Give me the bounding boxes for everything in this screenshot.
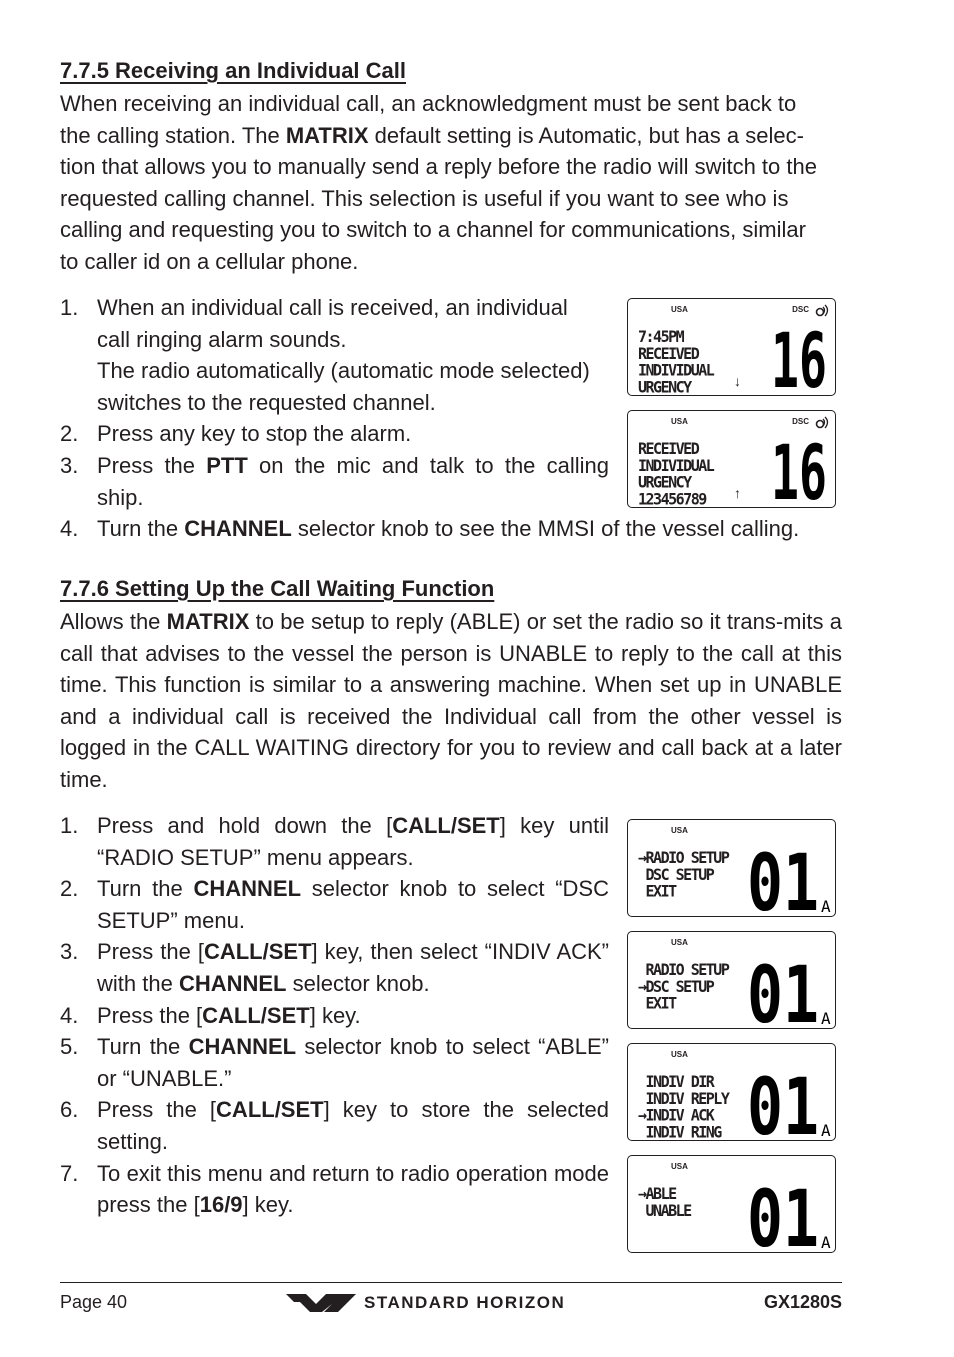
- lcd-text-lines: RADIO SETUP →DSC SETUP EXIT: [638, 959, 729, 1013]
- svg-text:01: 01: [747, 848, 819, 914]
- svg-text:16: 16: [771, 327, 827, 389]
- section-heading-receiving-individual-call: 7.7.5 Receiving an Individual Call: [60, 58, 407, 83]
- brand-logo: STANDARD HORIZON: [272, 1290, 565, 1316]
- list-item: 2. Press any key to stop the alarm.: [60, 421, 412, 447]
- svg-text:A: A: [821, 1233, 831, 1250]
- para-line: calling and requesting you to switch to a channel for communications, similar: [60, 217, 806, 243]
- page-number: Page 40: [60, 1292, 128, 1312]
- channel-number-display: [747, 1184, 831, 1250]
- call-waiting-steps-list: [60, 810, 609, 1221]
- channel-number-display: [747, 960, 831, 1026]
- list-item: 7. To exit this menu and return to radio operation mode press the [16/9] key.: [60, 1160, 609, 1218]
- channel-number-display: [747, 1072, 831, 1138]
- svg-text:A: A: [821, 1009, 831, 1026]
- section-intro-paragraph: [60, 88, 842, 278]
- list-item: 3. Press the [CALL/SET] key, then select “INDIV ACK” with the CHANNEL selector knob.: [60, 939, 610, 996]
- lcd-display-received-call: USA DSC 7:45PM RECEIVED INDIVIDUAL URGENCY ↓ 16: [627, 298, 836, 396]
- list-item: 1. Press and hold down the [CALL/SET] key until “RADIO SETUP” menu appears.: [60, 813, 609, 870]
- svg-text:16: 16: [771, 439, 827, 501]
- para-line: requested calling channel. This selection is useful if you want to see who is: [60, 185, 789, 211]
- para-line: When receiving an individual call, an acknowledgment must be sent back to: [60, 91, 797, 116]
- lcd-text-lines: →ABLE UNABLE: [638, 1183, 691, 1221]
- lcd-display-received-mmsi: USA DSC RECEIVED INDIVIDUAL URGENCY 123456789 ↑ 16: [627, 410, 836, 508]
- lcd-display-radio-setup: USA →RADIO SETUP DSC SETUP EXIT 01 A: [627, 819, 836, 917]
- para-line: tion that allows you to manually send a reply before the radio will switch to the: [60, 154, 817, 180]
- list-item: 5. Turn the CHANNEL selector knob to select “ABLE” or “UNABLE.”: [60, 1034, 609, 1091]
- list-item: 3. Press the PTT on the mic and talk to the calling ship.: [60, 452, 609, 510]
- list-item: 4. Press the [CALL/SET] key.: [60, 1002, 361, 1028]
- svg-text:A: A: [821, 897, 831, 914]
- list-item: 4. Turn the CHANNEL selector knob to see the MMSI of the vessel calling.: [60, 516, 800, 542]
- channel-number-display: [771, 439, 827, 501]
- model-number: GX1280S: [763, 1292, 842, 1312]
- dsc-bell-icon: [813, 415, 829, 431]
- svg-text:A: A: [821, 1121, 831, 1138]
- scroll-up-arrow-icon: ↑: [734, 485, 741, 501]
- section-heading-call-waiting: 7.7.6 Setting Up the Call Waiting Function: [60, 576, 495, 601]
- channel-number-display: [747, 848, 831, 914]
- footer-divider: [60, 1282, 842, 1283]
- svg-text:01: 01: [747, 960, 819, 1026]
- lcd-display-able-unable: USA →ABLE UNABLE 01 A: [627, 1155, 836, 1253]
- list-item: 6. Press the [CALL/SET] key to store the selected setting.: [60, 1097, 609, 1154]
- para-line: to caller id on a cellular phone.: [60, 248, 359, 274]
- list-item: 2. Turn the CHANNEL selector knob to select “DSC SETUP” menu.: [60, 876, 609, 933]
- svg-text:01: 01: [747, 1184, 819, 1250]
- channel-number-display: [771, 327, 827, 389]
- svg-text:01: 01: [747, 1072, 819, 1138]
- lcd-text-lines: 7:45PM RECEIVED INDIVIDUAL URGENCY: [638, 326, 714, 396]
- dsc-bell-icon: [813, 303, 829, 319]
- scroll-down-arrow-icon: ↓: [734, 373, 741, 389]
- para-line: the calling station. The MATRIX default setting is Automatic, but has a selec-: [60, 122, 804, 148]
- list-item: 1. When an individual call is received, an individual call ringing alarm sounds. The radio automatically (automatic mode selected) switches to the requested channel.: [60, 295, 590, 415]
- lcd-text-lines: RECEIVED INDIVIDUAL URGENCY 123456789: [638, 438, 714, 508]
- lcd-display-indiv-menu: USA INDIV DIR INDIV REPLY →INDIV ACK INDIV RING 01 A: [627, 1043, 836, 1141]
- section-intro-paragraph: Allows the MATRIX to be setup to reply (ABLE) or set the radio so it trans-mits a call that advises to the vessel the person is UNABLE to reply to the call at this time. This function is similar to a answering machine. When set up in UNABLE and a individual call is received the Individual call from the other vessel is logged in the CALL WAITING directory for you to review and call back at a later time.: [60, 609, 842, 792]
- standard-horizon-logo-icon: [272, 1292, 356, 1314]
- lcd-text-lines: INDIV DIR INDIV REPLY →INDIV ACK INDIV RING: [638, 1071, 729, 1141]
- lcd-display-dsc-setup: USA RADIO SETUP →DSC SETUP EXIT 01 A: [627, 931, 836, 1029]
- lcd-text-lines: →RADIO SETUP DSC SETUP EXIT: [638, 847, 729, 901]
